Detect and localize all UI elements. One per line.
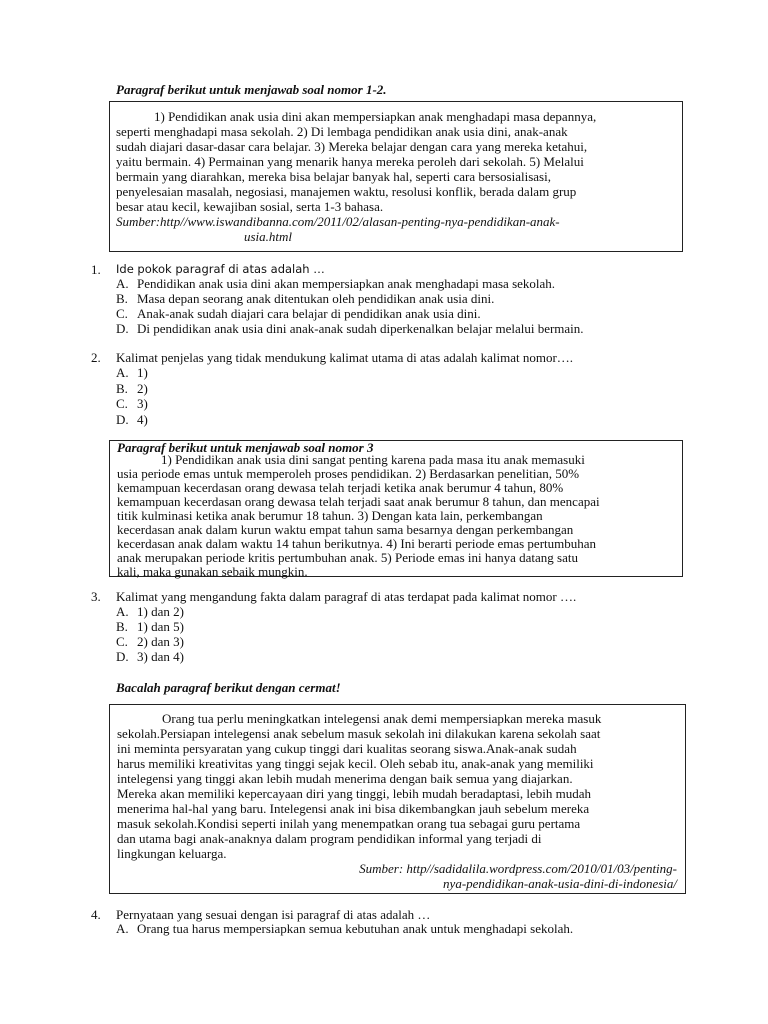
passage2-line: kecerdasan anak dalam waktu 14 tahun berikutnya. 4) Ini berarti periode emas pertumbuhan <box>117 536 597 551</box>
question-number: 1. <box>91 262 101 277</box>
option-d[interactable]: D. 4) <box>116 412 148 427</box>
option-c[interactable]: C. Anak-anak sudah diajari cara belajar di pendidikan anak usia dini. <box>116 306 481 321</box>
option-d[interactable]: D. Di pendidikan anak usia dini anak-anak sudah diperkenalkan belajar melalui bermain. <box>116 321 584 336</box>
passage3-line: lingkungan keluarga. <box>117 846 227 861</box>
passage1-source: Sumber:http//www.iswandibanna.com/2011/02/alasan-penting-nya-pendidikan-anak- <box>116 214 560 229</box>
option-a[interactable]: A. 1) <box>116 365 148 380</box>
passage3-line: Orang tua perlu meningkatkan intelegensi anak demi mempersiapkan mereka masuk <box>162 711 602 726</box>
option-b[interactable]: B. 1) dan 5) <box>116 619 184 634</box>
question-4 <box>91 907 671 939</box>
passage2-line: kemampuan kecerdasan orang dewasa telah terjadi saat anak berumur 8 tahun, dan mencapai <box>117 494 600 509</box>
question-stem: Ide pokok paragraf di atas adalah … <box>116 262 325 276</box>
question-2 <box>91 350 671 430</box>
passage2-line: kecerdasan anak dalam kurun waktu empat tahun sama besarnya dengan perkembangan <box>117 522 574 537</box>
question-1 <box>91 262 671 337</box>
passage3-source: Sumber: http//sadidalila.wordpress.com/2010/01/03/penting- <box>359 861 677 876</box>
passage1-source-cont: usia.html <box>244 229 293 244</box>
option-c[interactable]: C. 3) <box>116 396 148 411</box>
option-b[interactable]: B. Masa depan seorang anak ditentukan oleh pendidikan anak usia dini. <box>116 291 495 306</box>
passage3-line: sekolah.Persiapan intelegensi anak sebelum masuk sekolah ini dilakukan karena sekolah saat <box>117 726 601 741</box>
passage3-line: harus memiliki kreativitas yang tinggi sejak kecil. Oleh sebab itu, anak-anak yang memiliki <box>117 756 594 771</box>
passage1-line: yaitu bermain. 4) Permainan yang menarik hanya mereka peroleh dari sekolah. 5) Melalui <box>116 154 584 169</box>
passage3-line: masuk sekolah.Kondisi seperti inilah yang menempatkan orang tua sebagai guru pertama <box>117 816 581 831</box>
option-b[interactable]: B. 2) <box>116 381 148 396</box>
passage3-line: dan utama bagi anak-anaknya dalam program pendidikan informal yang terjadi di <box>117 831 542 846</box>
passage2-box <box>109 440 683 577</box>
passage3-heading: Bacalah paragraf berikut dengan cermat! <box>116 680 341 695</box>
passage3-source-cont: nya-pendidikan-anak-usia-dini-di-indonesia/ <box>443 876 677 891</box>
option-a[interactable]: A. 1) dan 2) <box>116 604 184 619</box>
passage2-line: usia periode emas untuk memperoleh proses pendidikan. 2) Berdasarkan penelitian, 50% <box>117 466 580 481</box>
option-a[interactable]: A. Orang tua harus mempersiapkan semua kebutuhan anak untuk menghadapi sekolah. <box>116 921 574 936</box>
passage1-line: besar atau kecil, kewajiban sosial, serta 1-3 bahasa. <box>116 199 384 214</box>
passage1-heading: Paragraf berikut untuk menjawab soal nomor 1-2. <box>116 82 387 97</box>
question-stem: Pernyataan yang sesuai dengan isi paragraf di atas adalah … <box>116 907 431 922</box>
passage1-line: 1) Pendidikan anak usia dini akan mempersiapkan anak menghadapi masa depannya, <box>154 109 597 124</box>
passage2-line: titik kulminasi ketika anak berumur 18 tahun. 3) Dengan kata lain, perkembangan <box>117 508 543 523</box>
passage1-line: sudah diajari dasar-dasar cara belajar. 3) Mereka belajar dengan cara yang mereka ketahui, <box>116 139 588 154</box>
passage2-line: anak merupakan periode kritis pertumbuhan anak. 5) Periode emas ini hanya datang satu <box>117 550 578 565</box>
question-number: 3. <box>91 589 101 604</box>
passage2-heading: Paragraf berikut untuk menjawab soal nomor 3 <box>117 440 374 455</box>
passage3-line: intelegensi yang tinggi akan lebih mudah menerima dengan baik semua yang diajarkan. <box>117 771 573 786</box>
question-stem: Kalimat penjelas yang tidak mendukung kalimat utama di atas adalah kalimat nomor…. <box>116 350 574 365</box>
passage3-line: ini meminta persyaratan yang cukup tinggi dari kualitas seorang siswa.Anak-anak sudah <box>117 741 577 756</box>
passage2-line: kemampuan kecerdasan orang dewasa telah terjadi ketika anak berumur 4 tahun, 80% <box>117 480 564 495</box>
option-a[interactable]: A. Pendidikan anak usia dini akan mempersiapkan anak menghadapi masa sekolah. <box>116 276 556 291</box>
question-3 <box>91 589 671 667</box>
passage3-box <box>109 704 686 894</box>
question-number: 4. <box>91 907 101 922</box>
passage3-line: Mereka akan memiliki kepercayaan diri yang tinggi, lebih mudah beradaptasi, lebih mudah <box>117 786 591 801</box>
option-d[interactable]: D. 3) dan 4) <box>116 649 184 664</box>
passage1-line: seperti menghadapi masa sekolah. 2) Di lembaga pendidikan anak usia dini, anak-anak <box>116 124 568 139</box>
option-c[interactable]: C. 2) dan 3) <box>116 634 184 649</box>
passage3-line: menerima hal-hal yang baru. Intelegensi anak ini bisa dikembangkan jauh sebelum mereka <box>117 801 590 816</box>
passage2-line: kali, maka gunakan sebaik mungkin. <box>117 564 308 579</box>
question-number: 2. <box>91 350 101 365</box>
passage1-line: penyelesaian masalah, negosiasi, manajemen waktu, resolusi konflik, berada dalam grup <box>116 184 577 199</box>
question-stem: Kalimat yang mengandung fakta dalam paragraf di atas terdapat pada kalimat nomor …. <box>116 589 577 604</box>
passage1-box <box>109 101 683 252</box>
passage1-line: bermain yang diarahkan, mereka bisa belajar banyak hal, seperti cara bersosialisasi, <box>116 169 551 184</box>
passage2-line: 1) Pendidikan anak usia dini sangat penting karena pada masa itu anak memasuki <box>161 452 585 467</box>
